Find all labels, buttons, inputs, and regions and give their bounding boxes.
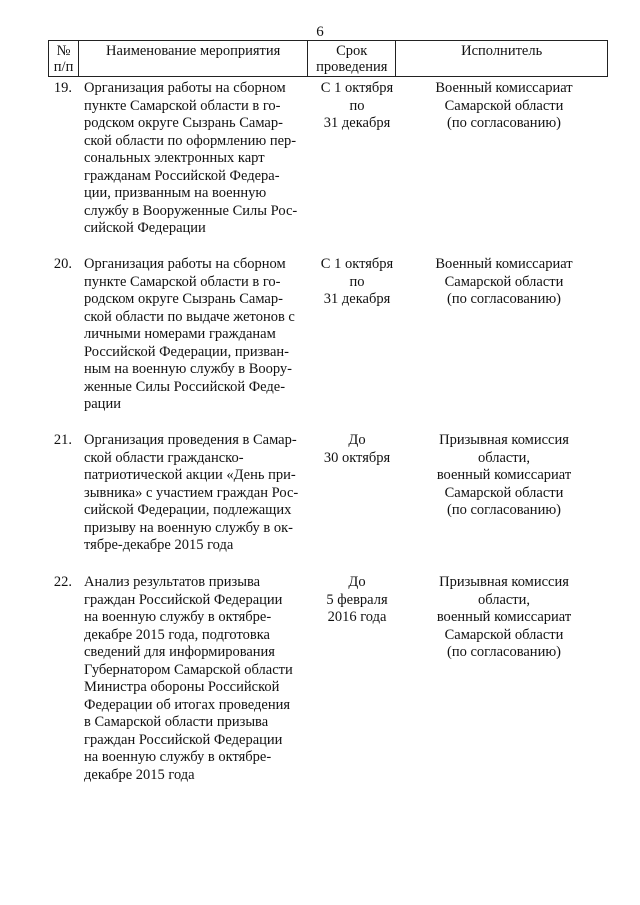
row-activity: Анализ результатов призыва граждан Российской Федерации на военную службу в октябре- декабре 2015 года, подготовка сведений для информирования Губернатором Самарской области Министра обороны Российской Федерации об итогах проведения в Самарской области призыва граждан Российской Федерации на военную службу в октябре- декабре 2015 года bbox=[84, 574, 293, 783]
row-number: 21. bbox=[53, 432, 72, 448]
row-executor: Призывная комиссия области, военный комиссариат Самарской области (по согласованию) bbox=[436, 574, 572, 660]
row-activity: Организация работы на сборном пункте Самарской области в го- родском округе Сызрань Самар- ской области по выдаче жетонов с личными номерами гражданам Российской Федерации, призван- ным на военную службу в Воору- женные Силы Российской Феде- рации bbox=[84, 256, 295, 412]
row-executor: Призывная комиссия области, военный комиссариат Самарской области (по согласованию) bbox=[436, 432, 572, 518]
header-col-executor: Исполнитель bbox=[396, 41, 608, 77]
header-col-term: Срок проведения bbox=[308, 41, 396, 77]
row-number: 20. bbox=[53, 256, 72, 272]
row-activity: Организация проведения в Самар- ской области гражданско- патриотической акции «День при- зывника» с участием граждан Рос- сийской Федерации, подлежащих призыву на военную службу в ок- тябре-декабре 2015 года bbox=[84, 432, 299, 553]
table-header bbox=[48, 40, 608, 77]
row-number: 22. bbox=[53, 574, 72, 590]
row-activity: Организация работы на сборном пункте Самарской области в го- родском округе Сызрань Самар- ской области по оформлению пер- сональных электронных карт гражданам Российской Федера- ции, призванным на военную службу в Вооруженные Силы Рос- сийской Федерации bbox=[84, 80, 298, 236]
row-term: С 1 октября по 31 декабря bbox=[320, 80, 394, 131]
row-term: С 1 октября по 31 декабря bbox=[320, 256, 394, 307]
page-number: 6 bbox=[316, 24, 324, 40]
row-executor: Военный комиссариат Самарской области (по согласованию) bbox=[435, 256, 573, 307]
row-term: До 5 февраля 2016 года bbox=[326, 574, 388, 625]
row-number: 19. bbox=[53, 80, 72, 96]
header-col-number: № п/п bbox=[49, 41, 79, 77]
header-col-name: Наименование мероприятия bbox=[79, 41, 308, 77]
row-executor: Военный комиссариат Самарской области (по согласованию) bbox=[435, 80, 573, 131]
row-term: До 30 октября bbox=[323, 432, 391, 466]
